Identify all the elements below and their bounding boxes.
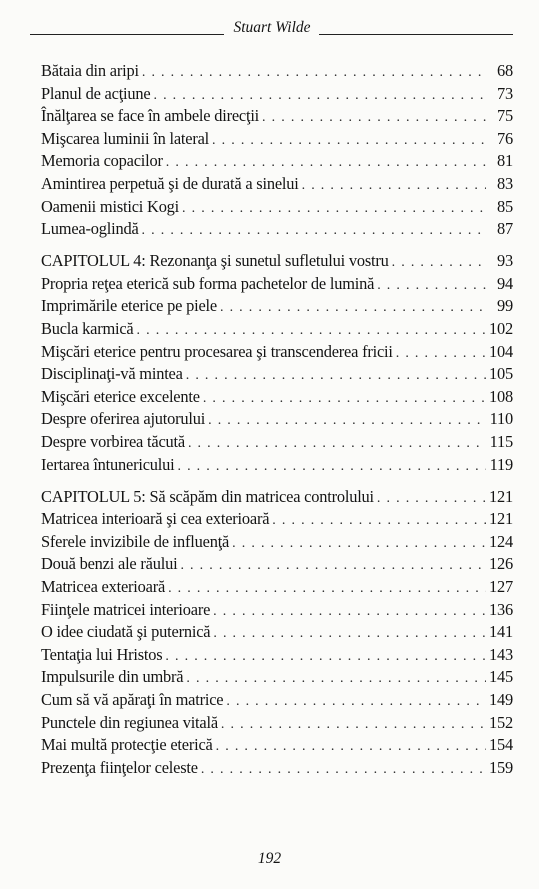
toc-entry-page: 110 bbox=[489, 409, 513, 429]
toc-entry-page: 127 bbox=[489, 577, 513, 597]
dot-leader bbox=[153, 85, 486, 106]
toc-entry-page: 115 bbox=[489, 432, 513, 451]
dot-leader bbox=[213, 601, 486, 622]
toc-entry-page: 145 bbox=[489, 667, 513, 687]
toc-entry bbox=[41, 712, 513, 735]
toc-entry-page: 124 bbox=[489, 531, 513, 551]
dot-leader bbox=[165, 646, 486, 667]
toc-entry-page: 99 bbox=[497, 296, 513, 316]
table-of-contents bbox=[41, 60, 513, 779]
toc-entry bbox=[41, 553, 513, 576]
dot-leader bbox=[212, 130, 486, 151]
toc-entry-title: Despre vorbirea tăcută bbox=[41, 432, 185, 451]
toc-entry-title: Planul de acţiune bbox=[41, 83, 151, 103]
toc-entry-title: O idee ciudată şi puternică bbox=[41, 622, 211, 642]
toc-entry-page: 102 bbox=[489, 319, 513, 339]
dot-leader bbox=[377, 275, 486, 296]
toc-entry-page: 94 bbox=[497, 273, 513, 293]
toc-entry-page: 159 bbox=[489, 757, 513, 777]
toc-entry-title: Cum să vă apăraţi în matrice bbox=[41, 690, 224, 710]
toc-entry bbox=[41, 757, 513, 780]
header-author: Stuart Wilde bbox=[233, 19, 311, 36]
toc-entry-page: 73 bbox=[497, 83, 513, 103]
dot-leader bbox=[188, 433, 486, 454]
dot-leader bbox=[137, 320, 486, 341]
toc-entry-title: Impulsurile din umbră bbox=[41, 667, 184, 687]
toc-entry bbox=[41, 666, 513, 689]
toc-entry bbox=[41, 531, 513, 554]
toc-entry bbox=[41, 128, 513, 151]
toc-entry-title: Prezenţa fiinţelor celeste bbox=[41, 757, 198, 777]
toc-entry-title: Mai multă protecţie eterică bbox=[41, 735, 213, 755]
toc-entry-title: Disciplinaţi-vă mintea bbox=[41, 364, 183, 384]
toc-entry-page: 81 bbox=[497, 151, 513, 171]
toc-entry-page: 87 bbox=[497, 219, 513, 239]
toc-entry-page: 76 bbox=[497, 128, 513, 148]
dot-leader bbox=[302, 175, 486, 196]
dot-leader bbox=[177, 456, 486, 477]
toc-entry-title: Imprimările eterice pe piele bbox=[41, 296, 217, 316]
toc-entry-page: 104 bbox=[489, 341, 513, 361]
toc-entry-page: 119 bbox=[489, 454, 513, 474]
toc-entry-title: Lumea-oglindă bbox=[41, 219, 139, 239]
dot-leader bbox=[392, 252, 486, 273]
dot-leader bbox=[272, 510, 486, 531]
toc-entry bbox=[41, 454, 513, 477]
toc-entry-title: Înălţarea se face în ambele direcţii bbox=[41, 106, 260, 126]
toc-chapter-entry bbox=[41, 250, 513, 273]
toc-entry-title: Sferele invizibile de influenţă bbox=[41, 531, 230, 551]
toc-entry bbox=[41, 431, 513, 454]
toc-entry-page: 75 bbox=[497, 106, 513, 126]
header-rule-right bbox=[319, 34, 513, 35]
toc-entry-title: Iertarea întunericului bbox=[41, 454, 175, 474]
toc-entry-title: Propria reţea eterică sub forma pachetelor de lumină bbox=[41, 273, 375, 293]
toc-entry-title: Matricea exterioară bbox=[41, 577, 166, 597]
toc-entry-title: Despre oferirea ajutorului bbox=[41, 409, 206, 429]
toc-chapter-entry bbox=[41, 486, 513, 509]
dot-leader bbox=[220, 297, 486, 318]
toc-entry-title: Punctele din regiunea vitală bbox=[41, 712, 218, 732]
dot-leader bbox=[377, 488, 486, 509]
toc-entry bbox=[41, 295, 513, 318]
toc-entry bbox=[41, 408, 513, 431]
toc-entry bbox=[41, 734, 513, 757]
toc-entry bbox=[41, 508, 513, 531]
dot-leader bbox=[186, 668, 486, 689]
dot-leader bbox=[201, 759, 486, 780]
toc-entry-page: 121 bbox=[489, 486, 513, 506]
dot-leader bbox=[213, 623, 486, 644]
dot-leader bbox=[182, 198, 486, 219]
dot-leader bbox=[186, 365, 486, 386]
toc-entry-title: Oamenii mistici Kogi bbox=[41, 196, 180, 216]
toc-entry-title: Tentaţia lui Hristos bbox=[41, 644, 163, 664]
dot-leader bbox=[142, 62, 486, 83]
toc-entry-page: 121 bbox=[489, 509, 513, 529]
toc-entry-page: 93 bbox=[497, 251, 513, 271]
dot-leader bbox=[262, 107, 486, 128]
toc-entry bbox=[41, 576, 513, 599]
toc-entry bbox=[41, 60, 513, 83]
toc-entry-title: Bucla karmică bbox=[41, 319, 134, 339]
toc-entry bbox=[41, 173, 513, 196]
toc-entry bbox=[41, 599, 513, 622]
toc-entry-page: 85 bbox=[497, 196, 513, 216]
toc-entry bbox=[41, 105, 513, 128]
toc-entry-page: 83 bbox=[497, 173, 513, 193]
toc-entry-title: CAPITOLUL 4: Rezonanţa şi sunetul sufletului vostru bbox=[41, 251, 389, 271]
toc-entry-page: 143 bbox=[489, 644, 513, 664]
header-rule-left bbox=[30, 34, 224, 35]
toc-entry bbox=[41, 386, 513, 409]
toc-entry-page: 152 bbox=[489, 712, 513, 732]
toc-entry-page: 136 bbox=[489, 599, 513, 619]
toc-entry bbox=[41, 644, 513, 667]
toc-entry-page: 68 bbox=[497, 61, 513, 80]
toc-entry-title: Matricea interioară şi cea exterioară bbox=[41, 509, 270, 529]
toc-entry-title: Amintirea perpetuă şi de durată a sinelui bbox=[41, 173, 299, 193]
toc-entry bbox=[41, 318, 513, 341]
running-header bbox=[30, 19, 513, 39]
dot-leader bbox=[168, 578, 486, 599]
dot-leader bbox=[208, 410, 486, 431]
dot-leader bbox=[221, 714, 486, 735]
toc-entry bbox=[41, 341, 513, 364]
toc-entry-title: Două benzi ale răului bbox=[41, 554, 178, 574]
dot-leader bbox=[232, 533, 486, 554]
dot-leader bbox=[142, 220, 486, 241]
toc-entry bbox=[41, 218, 513, 241]
dot-leader bbox=[166, 152, 486, 173]
dot-leader bbox=[180, 555, 486, 576]
dot-leader bbox=[226, 691, 486, 712]
toc-entry-title: Fiinţele matricei interioare bbox=[41, 599, 211, 619]
dot-leader bbox=[396, 343, 486, 364]
toc-entry bbox=[41, 196, 513, 219]
toc-entry bbox=[41, 621, 513, 644]
page-number: 192 bbox=[257, 850, 282, 867]
toc-entry-page: 105 bbox=[489, 364, 513, 384]
toc-entry-page: 149 bbox=[489, 690, 513, 710]
dot-leader bbox=[203, 388, 486, 409]
toc-entry-title: Mişcarea luminii în lateral bbox=[41, 128, 210, 148]
toc-entry-title: Memoria copacilor bbox=[41, 151, 163, 171]
dot-leader bbox=[216, 736, 486, 757]
toc-entry-page: 126 bbox=[489, 554, 513, 574]
toc-entry bbox=[41, 83, 513, 106]
toc-entry-title: CAPITOLUL 5: Să scăpăm din matricea controlului bbox=[41, 486, 374, 506]
toc-entry-page: 154 bbox=[489, 735, 513, 755]
toc-entry bbox=[41, 150, 513, 173]
toc-entry-page: 141 bbox=[489, 622, 513, 642]
toc-entry-title: Bătaia din aripi bbox=[41, 61, 139, 80]
toc-entry-title: Mişcări eterice pentru procesarea şi transcenderea fricii bbox=[41, 341, 393, 361]
toc-entry bbox=[41, 689, 513, 712]
toc-entry-page: 108 bbox=[489, 386, 513, 406]
toc-entry-title: Mişcări eterice excelente bbox=[41, 386, 200, 406]
toc-entry bbox=[41, 273, 513, 296]
toc-entry bbox=[41, 363, 513, 386]
